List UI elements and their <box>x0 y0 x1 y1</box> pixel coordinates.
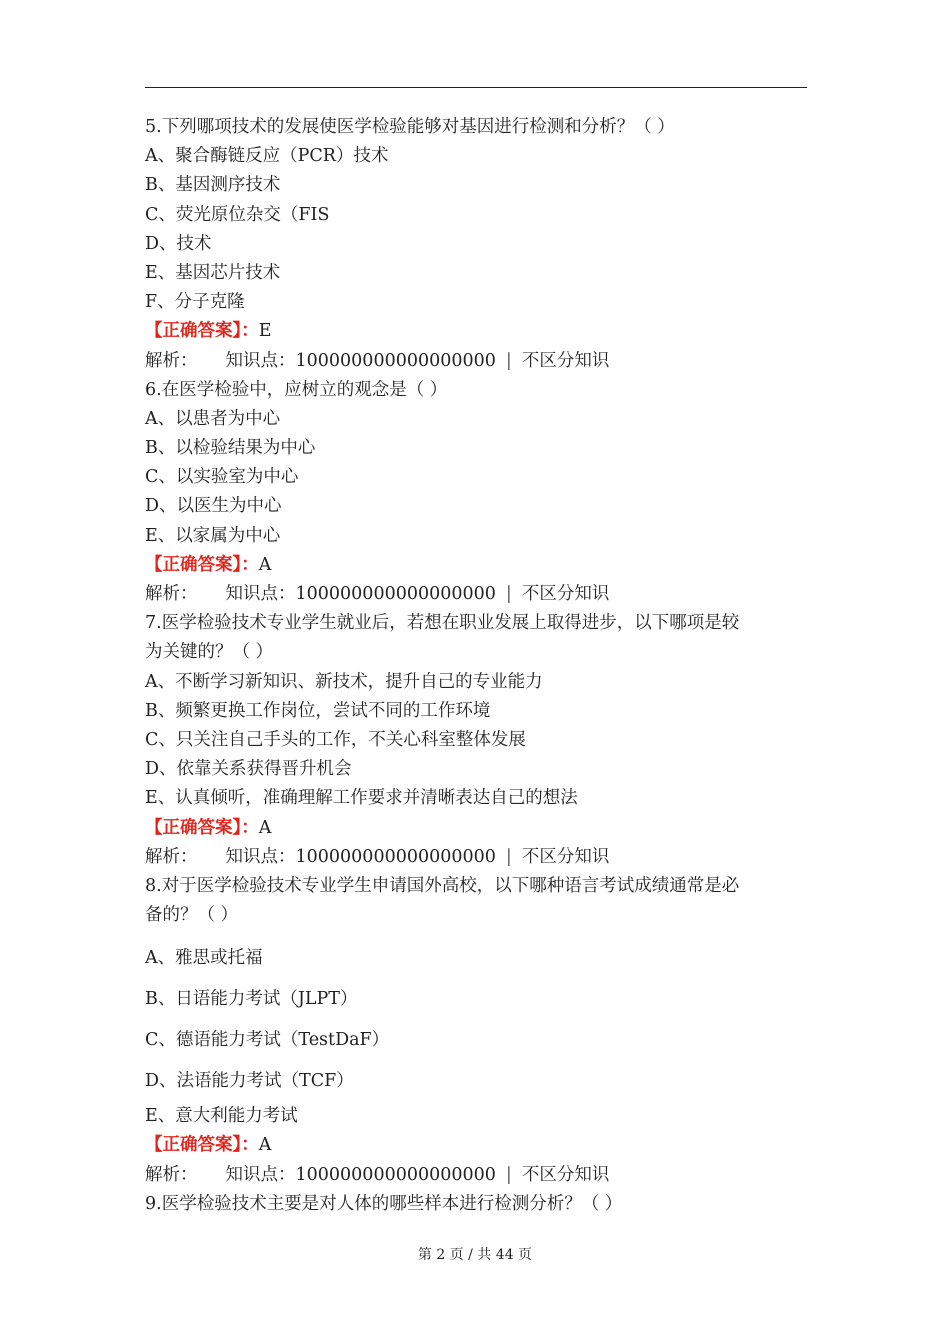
answer-row <box>145 317 807 346</box>
knowledge-point: 知识点：100000000000000000 <box>225 846 496 867</box>
category: 不区分知识 <box>521 1164 610 1185</box>
option-c: C、德语能力考试（TestDaF） <box>145 1030 390 1051</box>
analysis-label: 解析： <box>145 1164 198 1185</box>
answer-value: A <box>258 554 272 575</box>
question-stem-line-2: 为关键的？（ ） <box>145 642 274 663</box>
knowledge-point: 知识点：100000000000000000 <box>225 350 496 371</box>
analysis-row <box>145 843 807 872</box>
header-rule <box>145 87 807 88</box>
option-b: B、频繁更换工作岗位，尝试不同的工作环境 <box>145 700 491 721</box>
knowledge-point: 知识点：100000000000000000 <box>225 1164 496 1185</box>
option-c: C、荧光原位杂交（FIS <box>145 204 330 225</box>
analysis-row <box>145 580 807 609</box>
option-a: A、雅思或托福 <box>145 948 263 969</box>
separator: | <box>505 584 512 604</box>
answer-row <box>145 814 807 843</box>
answer-label: 【正确答案】： <box>145 1135 259 1156</box>
question-9 <box>145 1190 807 1219</box>
knowledge-point: 知识点：100000000000000000 <box>225 584 496 604</box>
question-stem: 9.医学检验技术主要是对人体的哪些样本进行检测分析？（ ） <box>145 1193 623 1214</box>
option-a: A、聚合酶链反应（PCR）技术 <box>145 146 389 167</box>
question-8 <box>145 872 807 1190</box>
option-b: B、基因测序技术 <box>145 175 281 196</box>
option-d: D、法语能力考试（TCF） <box>145 1071 354 1092</box>
answer-row <box>145 551 807 580</box>
separator: | <box>505 350 512 371</box>
option-d: D、技术 <box>145 233 212 254</box>
category: 不区分知识 <box>521 584 610 604</box>
analysis-row <box>145 347 807 376</box>
option-b: B、日语能力考试（JLPT） <box>145 989 358 1010</box>
option-d: D、以医生为中心 <box>145 496 282 517</box>
option-d: D、依靠关系获得晋升机会 <box>145 759 352 780</box>
question-stem-line-1: 7.医学检验技术专业学生就业后，若想在职业发展上取得进步，以下哪项是较 <box>145 613 740 634</box>
option-c: C、以实验室为中心 <box>145 467 299 488</box>
question-5 <box>145 113 807 376</box>
page-footer: 第 2 页 / 共 44 页 <box>417 1247 533 1263</box>
question-stem-line-2: 备的？（ ） <box>145 905 239 926</box>
option-e: E、意大利能力考试 <box>145 1106 298 1127</box>
category: 不区分知识 <box>521 350 610 371</box>
answer-row <box>145 1131 807 1160</box>
option-e: E、基因芯片技术 <box>145 262 281 283</box>
question-list <box>145 113 807 1219</box>
question-7 <box>145 609 807 872</box>
analysis-label: 解析： <box>145 846 198 867</box>
option-c: C、只关注自己手头的工作，不关心科室整体发展 <box>145 729 526 750</box>
separator: | <box>505 1164 512 1185</box>
answer-label: 【正确答案】： <box>145 817 259 838</box>
option-a: A、不断学习新知识、新技术，提升自己的专业能力 <box>145 671 543 692</box>
option-a: A、以患者为中心 <box>145 408 281 429</box>
question-stem: 6.在医学检验中，应树立的观念是（ ） <box>145 379 448 400</box>
question-6 <box>145 376 807 610</box>
analysis-label: 解析： <box>145 584 198 604</box>
answer-value: A <box>258 1135 272 1156</box>
option-e: E、认真倾听，准确理解工作要求并清晰表达自己的想法 <box>145 788 578 809</box>
answer-label: 【正确答案】： <box>145 554 259 575</box>
answer-value: A <box>258 817 272 838</box>
option-b: B、以检验结果为中心 <box>145 438 316 459</box>
option-e: E、以家属为中心 <box>145 525 281 546</box>
separator: | <box>505 846 512 867</box>
question-stem-line-1: 8.对于医学检验技术专业学生申请国外高校，以下哪种语言考试成绩通常是必 <box>145 875 740 896</box>
question-stem: 5.下列哪项技术的发展使医学检验能够对基因进行检测和分析？（ ） <box>145 117 675 137</box>
option-f: F、分子克隆 <box>145 292 245 313</box>
category: 不区分知识 <box>521 846 610 867</box>
analysis-label: 解析： <box>145 350 198 371</box>
answer-label: 【正确答案】： <box>145 321 259 342</box>
answer-value: E <box>258 321 272 342</box>
analysis-row <box>145 1161 807 1190</box>
